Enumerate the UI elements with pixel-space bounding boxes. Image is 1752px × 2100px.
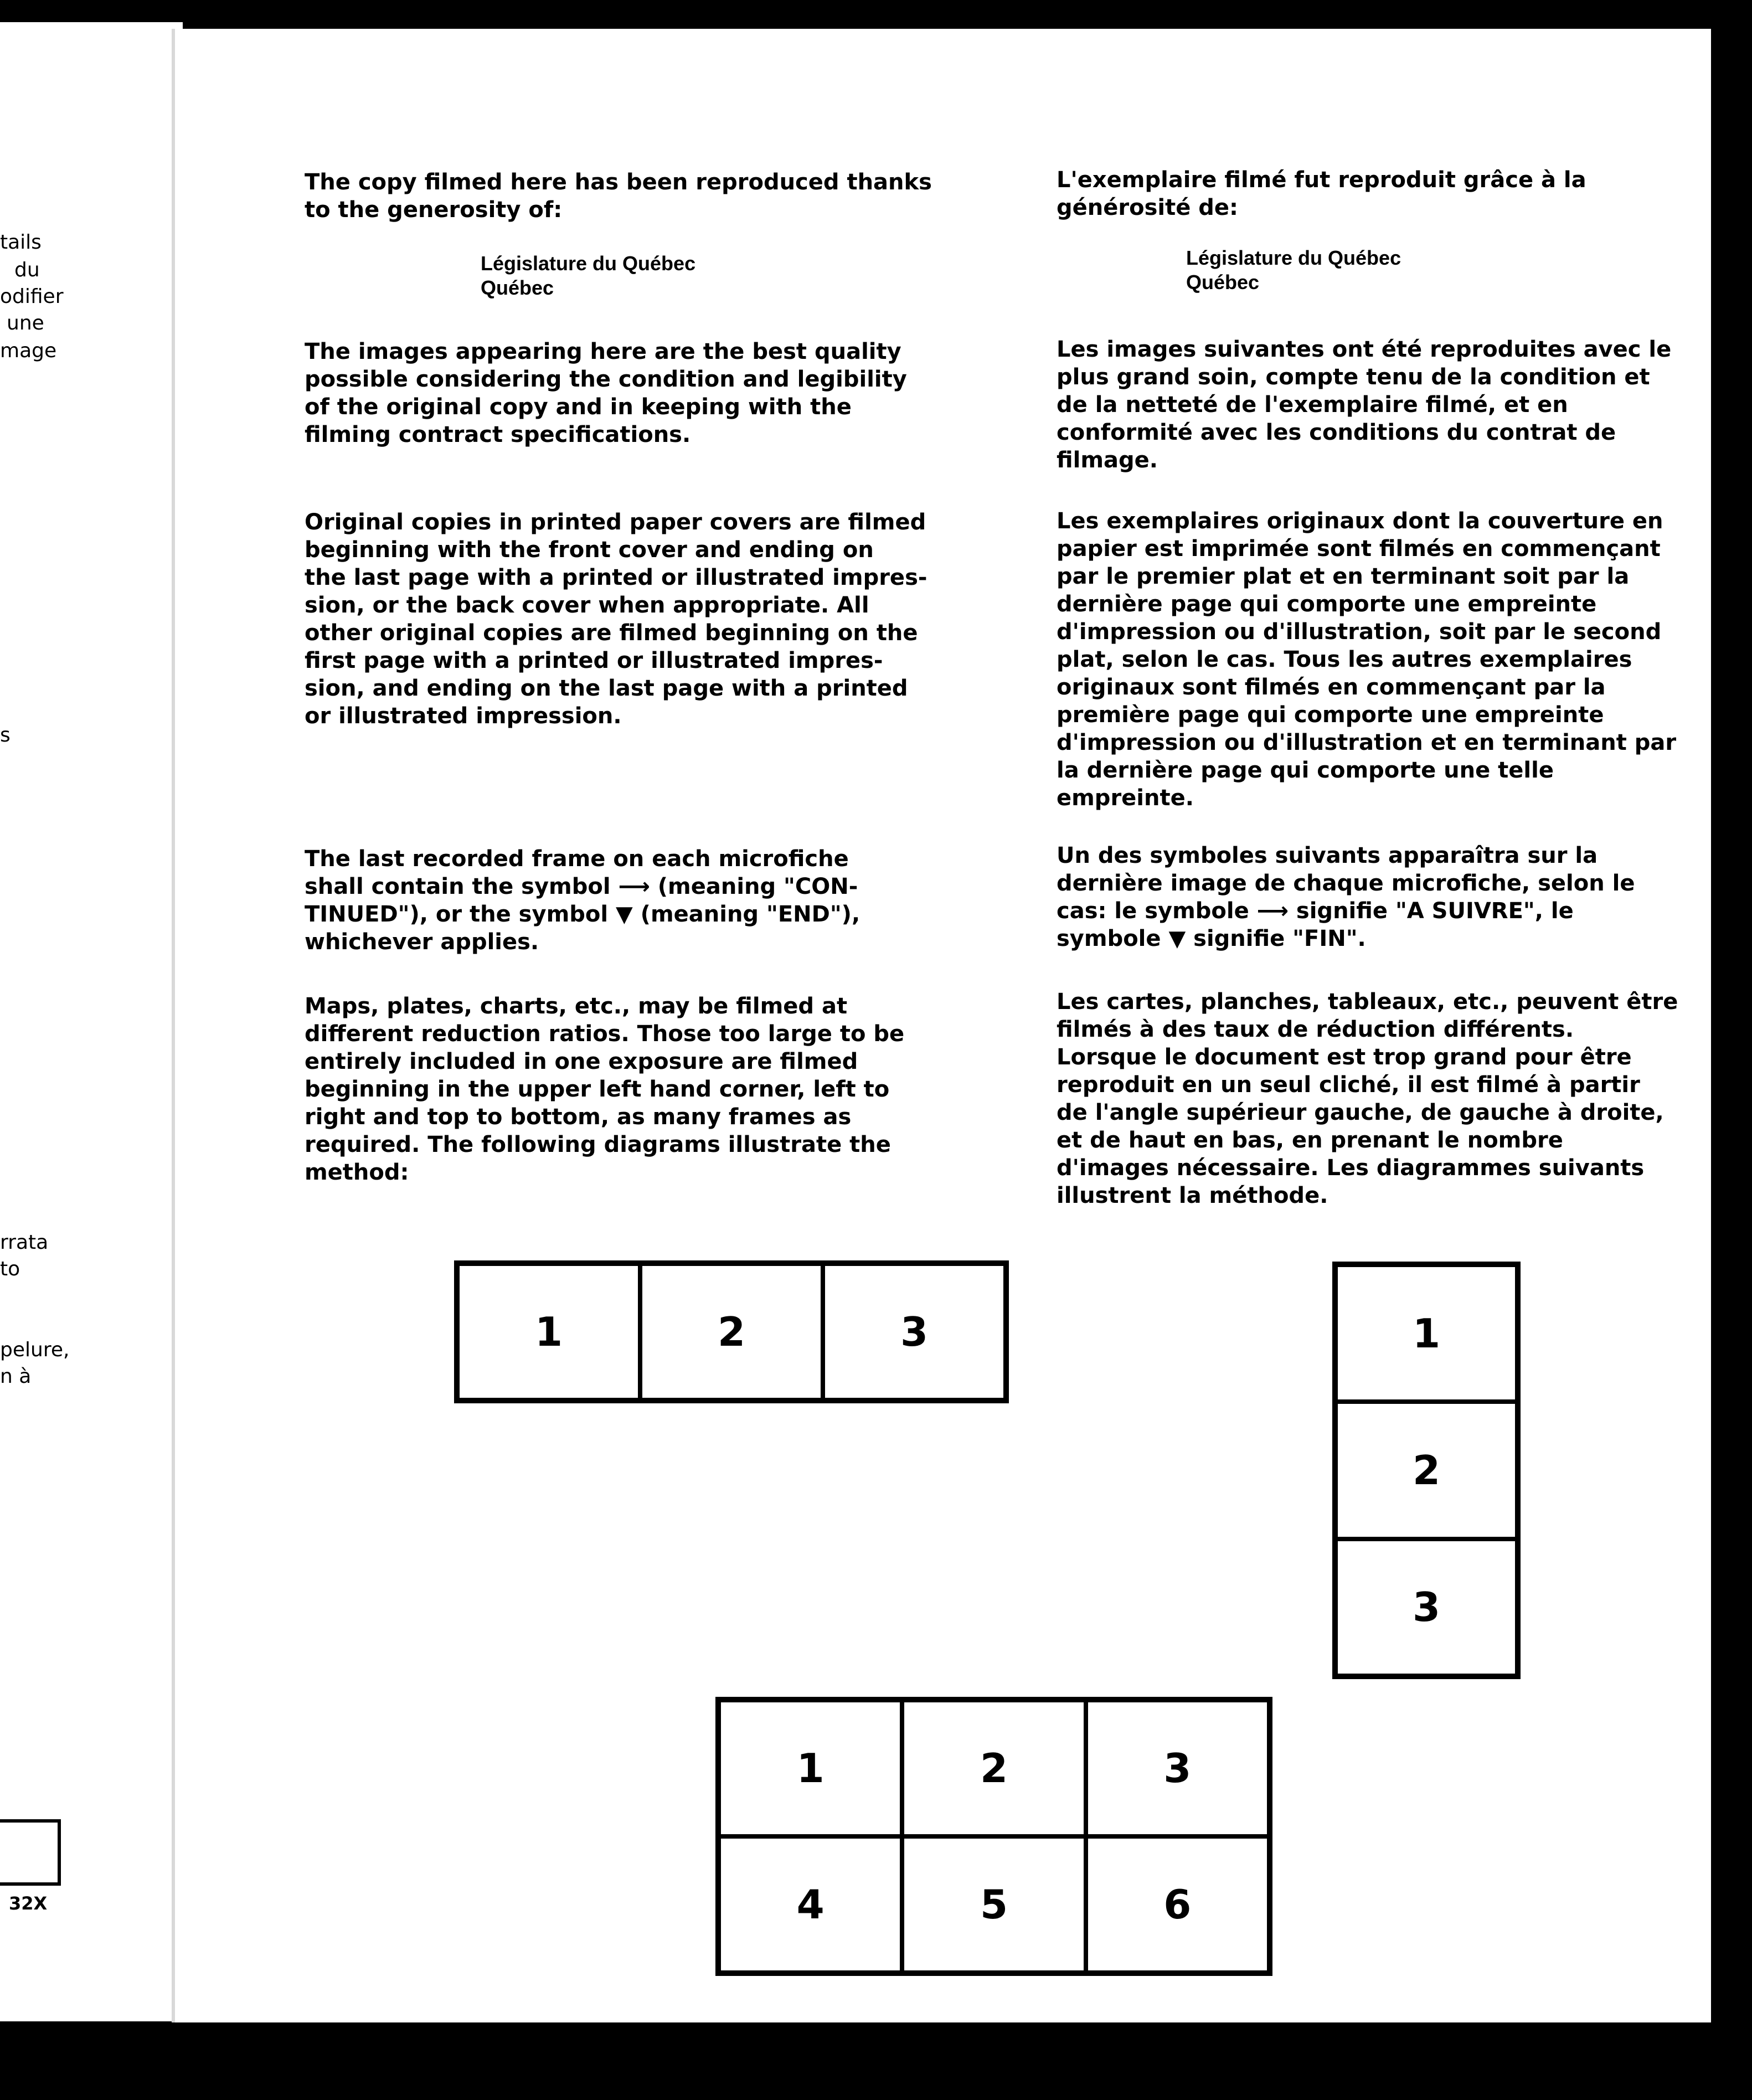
english-original-copies: Original copies in printed paper covers are filmed beginning with the front cover and ending on the last page with a printed or illustrated impres- sion, or the back cover when appropriate. All other original copies are filmed beginning on the first page with a printed or illustrated impres- sion, and ending on the last page with a printed or illustrated impression. — [305, 509, 927, 729]
strip-text-line: tails — [0, 231, 42, 254]
frame-cell: 2 — [640, 1264, 823, 1400]
english-credit-intro: The copy filmed here has been reproduced thanks to the generosity of: — [305, 169, 932, 223]
diagram-horizontal — [454, 1260, 1009, 1403]
frame-cell: 1 — [719, 1700, 902, 1836]
frame-cell: 3 — [1086, 1700, 1269, 1836]
strip-text-line: du — [14, 259, 40, 281]
page-divider — [172, 29, 175, 2022]
frame-cell: 3 — [1336, 1539, 1517, 1676]
frame-cell: 3 — [823, 1264, 1006, 1400]
french-institution: Législature du Québec Québec — [1186, 246, 1401, 294]
strip-text-line: n à — [0, 1365, 32, 1388]
frame-cell: 4 — [719, 1836, 902, 1973]
frame-cell: 5 — [902, 1836, 1085, 1973]
diagram-vertical — [1332, 1262, 1521, 1679]
french-quality: Les images suivantes ont été reproduites avec le plus grand soin, compte tenu de la condition et de la netteté de l'exemplaire filmé, et en conformité avec les conditions du contrat de filmage. — [1057, 337, 1672, 473]
english-institution: Législature du Québec Québec — [481, 252, 696, 299]
strip-text-line: pelure, — [0, 1339, 70, 1361]
french-symbols: Un des symboles suivants apparaîtra sur la dernière image de chaque microfiche, selon le cas: le symbole ⟶ signifie "A SUIVRE", le symbole ▼ signifie "FIN". — [1057, 843, 1635, 951]
diagram-grid — [715, 1697, 1272, 1976]
frame-cell: 6 — [1086, 1836, 1269, 1973]
strip-text-line: une — [7, 312, 44, 334]
english-quality: The images appearing here are the best quality possible considering the condition and legibility of the original copy and in keeping with the filming contract specifications. — [305, 339, 907, 447]
adjacent-page-strip — [0, 22, 183, 2021]
strip-text-line: mage — [0, 339, 57, 362]
french-credit-intro: L'exemplaire filmé fut reproduit grâce à la générosité de: — [1057, 167, 1586, 220]
strip-text-line: to — [0, 1258, 20, 1280]
frame-cell: 1 — [457, 1264, 640, 1400]
reduction-caption: 32X — [9, 1893, 48, 1914]
frame-cell: 2 — [902, 1700, 1085, 1836]
english-maps: Maps, plates, charts, etc., may be filmed at different reduction ratios. Those too large to be entirely included in one exposure are filmed beginning in the upper left hand corner, left to right and top to bottom, as many frames as required. The following diagrams illustrate the method: — [305, 994, 905, 1185]
frame-cell: 2 — [1336, 1402, 1517, 1538]
french-original-copies: Les exemplaires originaux dont la couverture en papier est imprimée sont filmés en commençant par le premier plat et en terminant soit par la dernière page qui comporte une empreinte d'impression ou d'illustration, soit par le second plat, selon le cas. Tous les autres exemplaires originaux sont filmés en commençant par la première page qui comporte une empreinte d'impression ou d'illustration et en terminant par la dernière page qui comporte une telle empreinte. — [1057, 508, 1677, 811]
strip-text-line: odifier — [0, 285, 64, 308]
english-symbols: The last recorded frame on each microfiche shall contain the symbol ⟶ (meaning "CON- TINUED"), or the symbol ▼ (meaning "END"), whichever applies. — [305, 846, 860, 955]
frame-cell: 1 — [1336, 1265, 1517, 1402]
french-maps: Les cartes, planches, tableaux, etc., peuvent être filmés à des taux de réduction différents. Lorsque le document est trop grand pour être reproduit en un seul cliché, il est filmé à partir de l'angle supérieur gauche, de gauche à droite, et de haut en bas, en prenant le nombre d'images nécessaire. Les diagrammes suivants illustrent la méthode. — [1057, 989, 1678, 1208]
strip-text-line: rrata — [0, 1231, 49, 1254]
strip-text-line: s — [0, 724, 11, 747]
reduction-box — [0, 1819, 61, 1886]
